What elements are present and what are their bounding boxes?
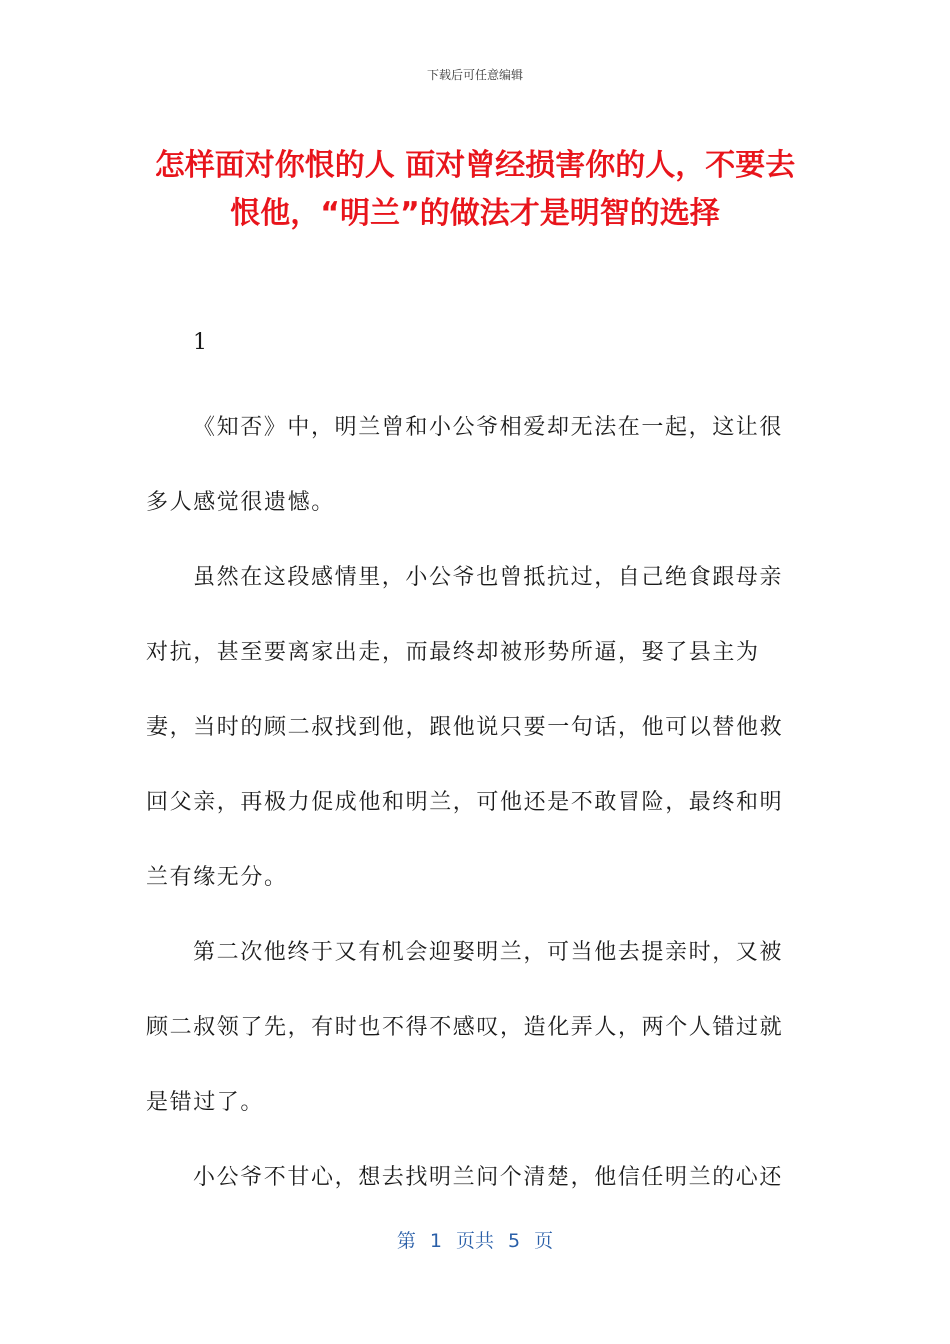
header-note: 下载后可任意编辑 — [426, 68, 523, 82]
page-footer — [0, 1226, 950, 1253]
paragraph-4: 小公爷不甘心，想去找明兰问个清楚，他信任明兰的心还 — [193, 1165, 784, 1190]
footer-middle: 页共 — [455, 1230, 494, 1252]
body-text — [146, 390, 806, 1215]
footer-prefix: 第 — [396, 1230, 416, 1252]
footer-current-page: 1 — [429, 1230, 442, 1252]
paragraph-2: 虽然在这段感情里，小公爷也曾抵抗过，自己绝食跟母亲对抗，甚至要离家出走，而最终却被形势所逼，娶了县主为妻，当时的顾二叔找到他，跟他说只要一句话，他可以替他救回父亲，再极力促成他和明兰，可他还是不敢冒险，最终和明兰有缘无分。 — [146, 565, 784, 890]
footer-total-pages: 5 — [508, 1230, 521, 1252]
paragraph-1: 《知否》中，明兰曾和小公爷相爱却无法在一起，这让很多人感觉很遗憾。 — [146, 415, 784, 515]
document-title: 怎样面对你恨的人 面对曾经损害你的人，不要去恨他，“明兰”的做法才是明智的选择 — [154, 148, 796, 231]
footer-suffix: 页 — [534, 1230, 554, 1252]
paragraph-3: 第二次他终于又有机会迎娶明兰，可当他去提亲时，又被顾二叔领了先，有时也不得不感叹，造化弄人，两个人错过就是错过了。 — [146, 940, 784, 1115]
section-number: 1 — [193, 330, 207, 355]
